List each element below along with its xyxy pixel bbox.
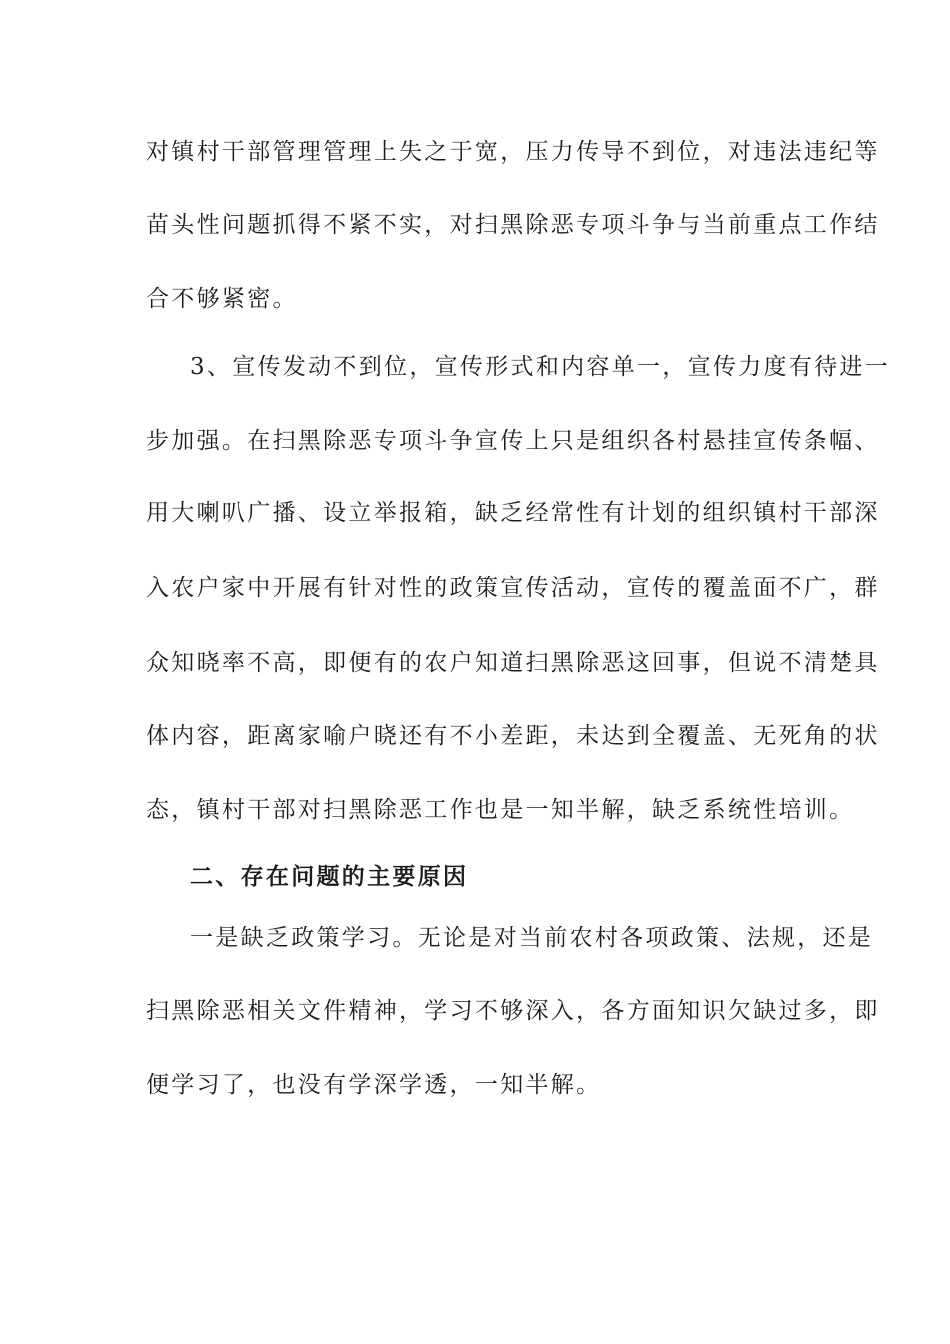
paragraph-1-line-2: 苗头性问题抓得不紧不实，对扫黑除恶专项斗争与当前重点工作结 — [146, 212, 880, 238]
section-heading: 二、存在问题的主要原因 — [190, 863, 469, 890]
paragraph-2-line-7: 态，镇村干部对扫黑除恶工作也是一知半解，缺乏系统性培训。 — [146, 797, 855, 823]
paragraph-2-line-2: 步加强。在扫黑除恶专项斗争宣传上只是组织各村悬挂宣传条幅、 — [146, 428, 880, 454]
paragraph-2-line-1: 3、宣传发动不到位，宣传形式和内容单一，宣传力度有待进一 — [190, 354, 891, 380]
paragraph-1-line-3: 合不够紧密。 — [146, 286, 298, 312]
paragraph-3-line-3: 便学习了，也没有学深学透，一知半解。 — [146, 1072, 602, 1098]
paragraph-2-line-5: 众知晓率不高，即便有的农户知道扫黑除恶这回事，但说不清楚具 — [146, 650, 880, 676]
paragraph-2-line-6: 体内容，距离家喻户晓还有不小差距，未达到全覆盖、无死角的状 — [146, 723, 880, 749]
paragraph-1-line-1: 对镇村干部管理管理上失之于宽，压力传导不到位，对违法违纪等 — [146, 139, 880, 165]
paragraph-3-line-2: 扫黑除恶相关文件精神，学习不够深入，各方面知识欠缺过多，即 — [146, 998, 880, 1024]
paragraph-2-line-4: 入农户家中开展有针对性的政策宣传活动，宣传的覆盖面不广，群 — [146, 575, 880, 601]
paragraph-2-line-3: 用大喇叭广播、设立举报箱，缺乏经常性有计划的组织镇村干部深 — [146, 500, 880, 526]
paragraph-3-line-1: 一是缺乏政策学习。无论是对当前农村各项政策、法规，还是 — [190, 925, 874, 951]
